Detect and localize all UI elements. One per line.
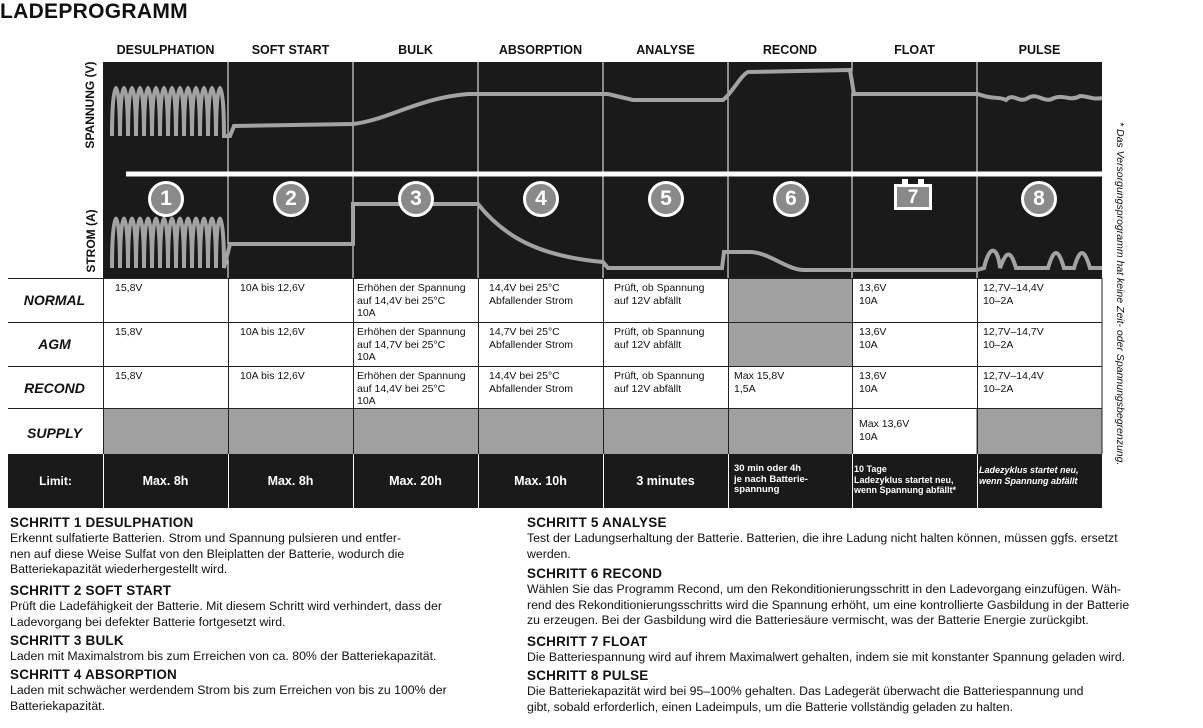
cell-recond-float: 13,6V 10A xyxy=(859,370,887,395)
limit-desulphation: Max. 8h xyxy=(142,474,189,488)
column-header-analyse: ANALYSE xyxy=(636,43,695,57)
step-7-text: Die Batteriespannung wird auf ihrem Maximalwert gehalten, indem sie mit konstanter Spannung geladen wird. xyxy=(527,650,1126,664)
cell-agm-soft-start: 10A bis 12,6V xyxy=(240,326,305,338)
limit-float: 10 Tage Ladezyklus startet neu, wenn Spannung abfällt* xyxy=(854,464,957,495)
page-title: LADEPROGRAMM xyxy=(0,0,188,23)
battery-icon xyxy=(894,184,932,210)
battery-terminal xyxy=(902,179,908,184)
step-1-text: Erkennt sulfatierte Batterien. Strom und Spannung pulsieren und entfer- nen auf diese Weise Sulfat von den Bleiplatten der Batterie, wodurch die Batteriekapazität wiederhergestellt wird. xyxy=(10,531,405,576)
current-axis-label: STROM (A) xyxy=(84,209,98,273)
cell-normal-pulse: 12,7V–14,4V 10–2A xyxy=(983,282,1044,307)
step-1-heading: SCHRITT 1 DESULPHATION xyxy=(10,515,194,530)
cell-agm-bulk: Erhöhen der Spannung auf 14,7V bei 25°C 10A xyxy=(357,326,466,363)
step-circle-4 xyxy=(523,181,559,217)
limit-pulse: Ladezyklus startet neu, wenn Spannung abfällt xyxy=(979,465,1079,486)
cell-recond-soft-start: 10A bis 12,6V xyxy=(240,370,305,382)
step-4-heading: SCHRITT 4 ABSORPTION xyxy=(10,667,178,682)
step-number: 5 xyxy=(660,187,672,210)
limit-label: Limit: xyxy=(39,474,72,488)
row-label-normal: NORMAL xyxy=(23,292,86,308)
column-header-absorption: ABSORPTION xyxy=(498,43,583,57)
cell-normal-float: 13,6V 10A xyxy=(859,282,887,307)
step-circle-5 xyxy=(648,181,684,217)
column-header-recond: RECOND xyxy=(762,43,818,57)
step-number: 8 xyxy=(1033,187,1045,210)
step-number: 2 xyxy=(285,187,297,210)
cell-recond-absorption: 14,4V bei 25°C Abfallender Strom xyxy=(489,370,574,395)
cell-normal-analyse: Prüft, ob Spannung auf 12V abfällt xyxy=(614,282,705,307)
cell-agm-pulse: 12,7V–14,7V 10–2A xyxy=(983,326,1044,351)
limit-recond: 30 min oder 4h je nach Batterie- spannung xyxy=(734,463,808,495)
cell-agm-desulphation: 15,8V xyxy=(115,326,143,338)
step-circle-6 xyxy=(773,181,809,217)
row-label-recond: RECOND xyxy=(24,380,85,396)
cell-normal-desulphation: 15,8V xyxy=(115,282,143,294)
step-number: 1 xyxy=(160,187,172,210)
voltage-axis-label: SPANNUNG (V) xyxy=(83,61,97,149)
step-number: 4 xyxy=(535,187,547,210)
column-header-pulse: PULSE xyxy=(1018,43,1061,57)
step-number: 6 xyxy=(785,187,797,210)
step-circle-3 xyxy=(398,181,434,217)
row-label-supply: SUPPLY xyxy=(27,425,82,441)
step-3-heading: SCHRITT 3 BULK xyxy=(10,633,124,648)
step-4-text: Laden mit schwächer werdendem Strom bis zum Erreichen von bis zu 100% der Batteriekapazität. xyxy=(10,683,447,713)
column-header-float: FLOAT xyxy=(894,43,935,57)
column-header-soft-start: SOFT START xyxy=(251,43,330,57)
step-2-heading: SCHRITT 2 SOFT START xyxy=(10,583,172,598)
cell-recond-bulk: Erhöhen der Spannung auf 14,4V bei 25°C 10A xyxy=(357,370,466,407)
step-8-heading: SCHRITT 8 PULSE xyxy=(527,668,649,683)
step-2-text: Prüft die Ladefähigkeit der Batterie. Mit diesem Schritt wird verhindert, dass der Ladevorgang bei defekter Batterie fortgesetzt wird. xyxy=(10,599,442,629)
cell-agm-analyse: Prüft, ob Spannung auf 12V abfällt xyxy=(614,326,705,351)
cell-recond-recond: Max 15,8V 1,5A xyxy=(734,370,785,395)
cell-recond-desulphation: 15,8V xyxy=(115,370,143,382)
step-number: 3 xyxy=(410,187,422,210)
step-3-text: Laden mit Maximalstrom bis zum Erreichen von ca. 80% der Batteriekapazität. xyxy=(10,649,437,663)
cell-supply-float: Max 13,6V 10A xyxy=(859,418,910,443)
limit-absorption: Max. 10h xyxy=(514,474,567,488)
cell-normal-absorption: 14,4V bei 25°C Abfallender Strom xyxy=(489,282,574,307)
step-number: 7 xyxy=(907,187,919,208)
step-7-heading: SCHRITT 7 FLOAT xyxy=(527,634,648,649)
step-5-heading: SCHRITT 5 ANALYSE xyxy=(527,515,667,530)
column-header-desulphation: DESULPHATION xyxy=(116,43,215,57)
step-circle-8 xyxy=(1021,181,1057,217)
step-5-text: Test der Ladungserhaltung der Batterie. Batterien, die ihre Ladung nicht halten können, müssen ggfs. ersetzt werden. xyxy=(527,531,1118,561)
cell-normal-bulk: Erhöhen der Spannung auf 14,4V bei 25°C 10A xyxy=(357,282,466,319)
cell-normal-soft-start: 10A bis 12,6V xyxy=(240,282,305,294)
step-6-heading: SCHRITT 6 RECOND xyxy=(527,566,663,581)
cell-recond-pulse: 12,7V–14,4V 10–2A xyxy=(983,370,1044,395)
limit-bulk: Max. 20h xyxy=(389,474,442,488)
cell-recond-analyse: Prüft, ob Spannung auf 12V abfällt xyxy=(614,370,705,395)
cell-agm-absorption: 14,7V bei 25°C Abfallender Strom xyxy=(489,326,574,351)
step-6-text: Wählen Sie das Programm Recond, um den Rekonditionierungsschritt in den Ladevorgang einzufügen. Wäh- rend des Rekonditionierungsschritts wird die Spannung erhöht, um eine kontrollierte Gasbildung in der Batterie zu erzeugen. Bei der Gasbildung wird die Batteriesäure vermischt, was der Batterie Energie zurückgibt. xyxy=(527,582,1130,627)
row-label-agm: AGM xyxy=(38,336,71,352)
battery-terminal xyxy=(918,179,924,184)
side-note: * Das Versorgungsprogramm hat keine Zeit- oder Spannungsbegrenzung. xyxy=(1114,122,1126,466)
limit-analyse: 3 minutes xyxy=(636,474,695,488)
limit-soft-start: Max. 8h xyxy=(267,474,314,488)
step-circle-1 xyxy=(148,181,184,217)
step-circle-2 xyxy=(273,181,309,217)
cell-agm-float: 13,6V 10A xyxy=(859,326,887,351)
step-8-text: Die Batteriekapazität wird bei 95–100% gehalten. Das Ladegerät überwacht die Batteriespannung und gibt, sobald erforderlich, einen Ladeimpuls, um die Batterie vollständig geladen zu halten. xyxy=(527,684,1084,714)
column-header-bulk: BULK xyxy=(398,43,433,57)
